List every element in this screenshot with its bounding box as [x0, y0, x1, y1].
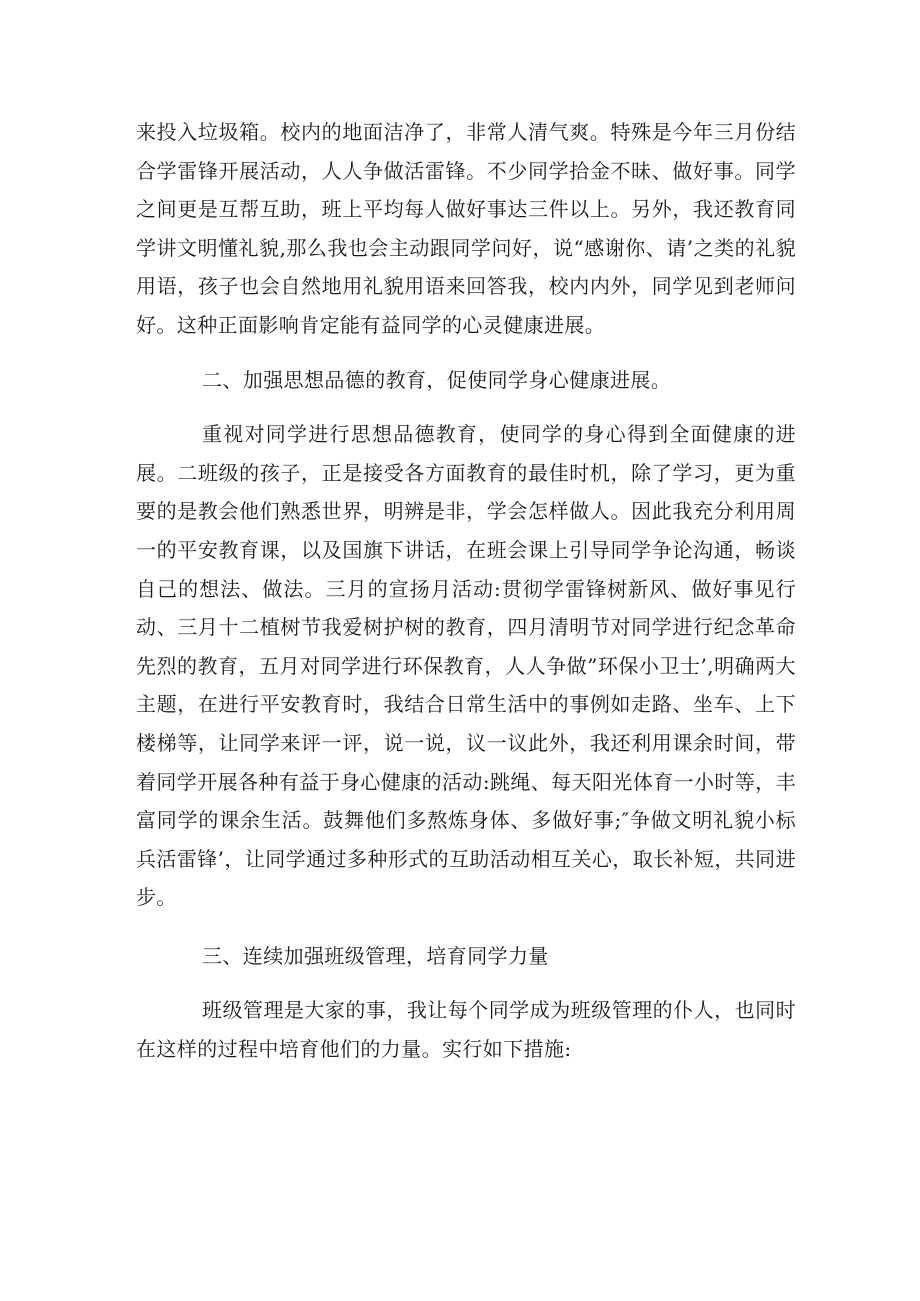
paragraph-continuation: 来投入垃圾箱。校内的地面洁净了，非常人清气爽。特殊是今年三月份结合学雷锋开展活动，人人争做活雷锋。不少同学拾金不昧、做好事。同学之间更是互帮互助，班上平均每人做好事达三件以上。另外，我还教育同学讲文明懂礼貌,那么我也会主动跟同学问好，说“感谢你、请’之类的礼貌用语，孩子也会自然地用礼貌用语来回答我，校内内外，同学见到老师问好。这种正面影响肯定能有益同学的心灵健康进展。: [136, 120, 796, 337]
section-heading-3: 三、连续加强班级管理，培育同学力量: [202, 943, 549, 968]
paragraph-class-management: 班级管理是大家的事，我让每个同学成为班级管理的仆人，也同时在这样的过程中培育他们的力量。实行如下措施:: [136, 998, 796, 1062]
document-body: [136, 113, 796, 1069]
paragraph-moral-education: 重视对同学进行思想品德教育，使同学的身心得到全面健康的进展。二班级的孩子，正是接受各方面教育的最佳时机，除了学习，更为重要的是教会他们熟悉世界，明辨是非，学会怎样做人。因此我充分利用周一的平安教育课，以及国旗下讲话，在班会课上引导同学争论沟通，畅谈自己的想法、做法。三月的宣扬月活动:贯彻学雷锋树新风、做好事见行动、三月十二植树节我爱树护树的教育，四月清明节对同学进行纪念革命先烈的教育，五月对同学进行环保教育，人人争做”环保小卫士’,明确两大主题，在进行平安教育时，我结合日常生活中的事例如走路、坐车、上下楼梯等，让同学来评一评，说一说，议一议此外，我还利用课余时间，带着同学开展各种有益于身心健康的活动:跳绳、每天阳光体育一小时等，丰富同学的课余生活。鼓舞他们多熬炼身体、多做好事;″争做文明礼貌小标兵活雷锋’，让同学通过多种形式的互助活动相互关心，取长补短，共同进步。: [136, 422, 796, 910]
section-heading-2: 二、加强思想品德的教育，促使同学身心健康进展。: [202, 367, 672, 392]
